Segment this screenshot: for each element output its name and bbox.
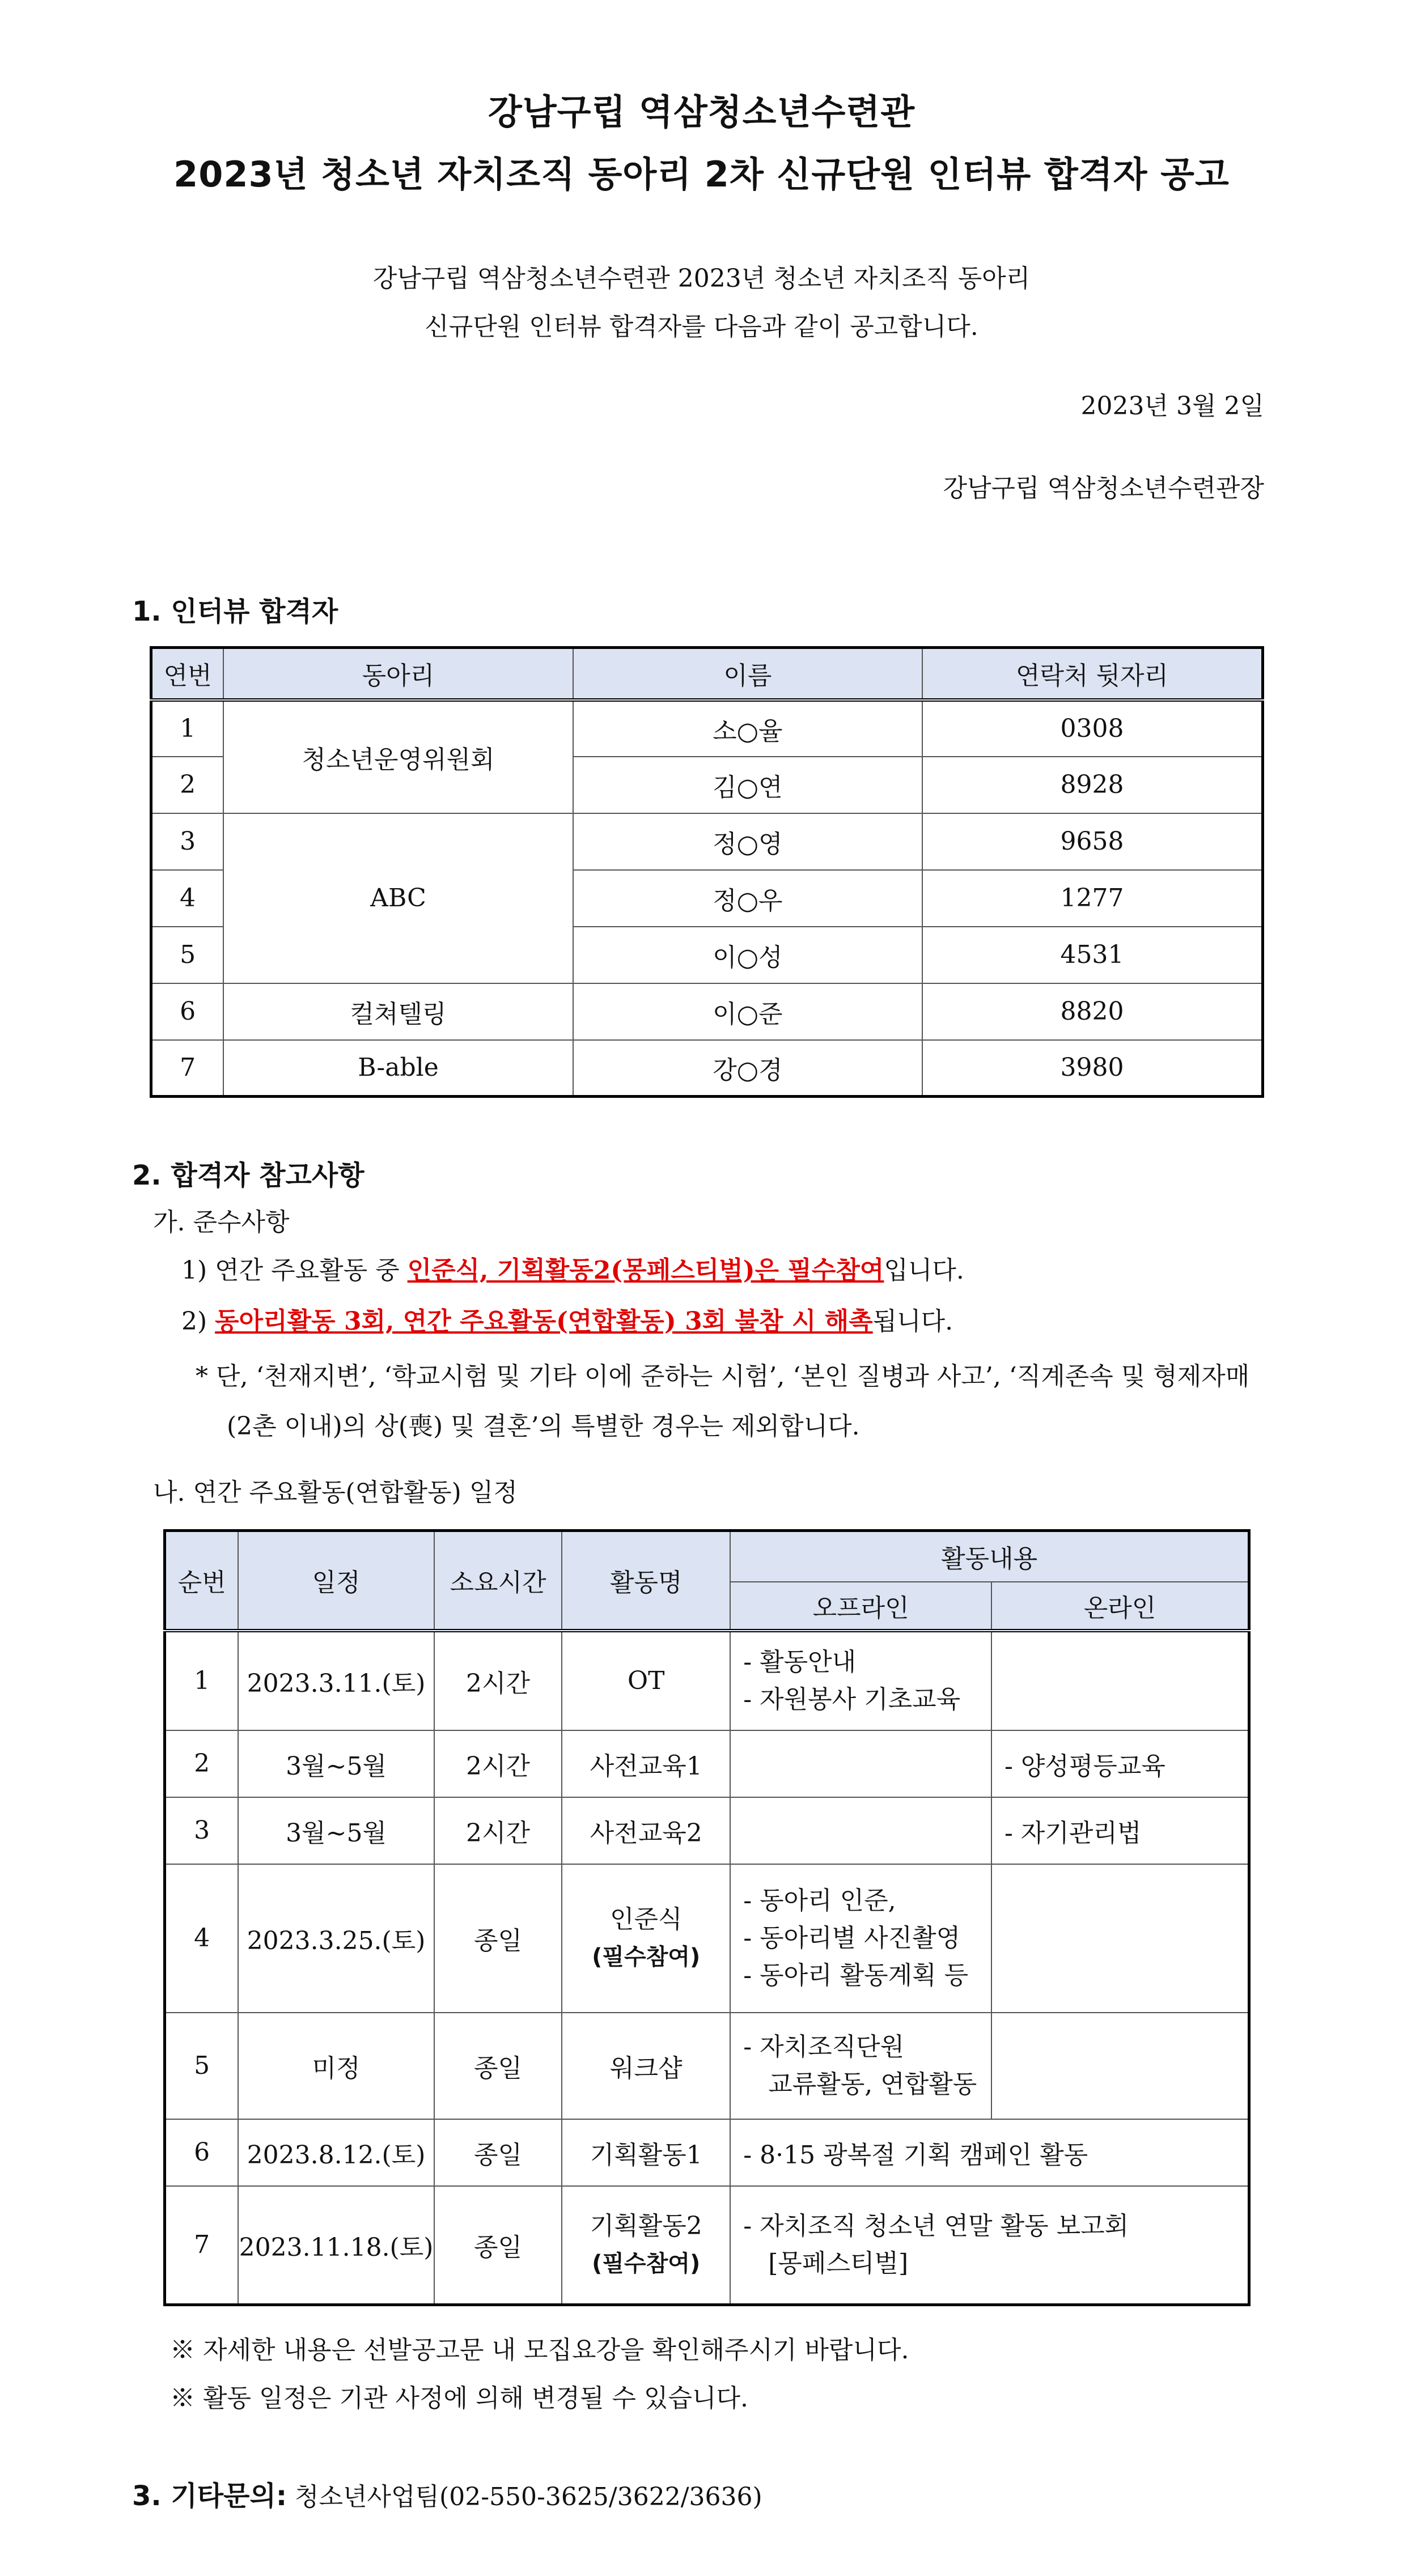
table-row: 5 이○성 4531 (151, 927, 1263, 983)
issuer: 강남구립 역삼청소년수련관장 (943, 474, 1264, 503)
header-no: 순번 (165, 1531, 239, 1631)
table-row: 1 2023.3.11.(토) 2시간 OT - 활동안내 - 자원봉사 기초교육 (165, 1631, 1249, 1730)
table-row: 4 정○우 1277 (151, 870, 1263, 927)
subsection-schedule: 나. 연간 주요활동(연합활동) 일정 (153, 1478, 518, 1507)
header-date: 일정 (238, 1531, 434, 1631)
club-cell: ABC (223, 813, 573, 983)
header-phone: 연락처 뒷자리 (922, 648, 1263, 700)
interview-pass-table (150, 646, 1264, 1098)
table-row: 4 2023.3.25.(토) 종일 인준식 (필수참여) - 동아리 인준, - 동아리별 사진촬영 - 동아리 활동계획 등 (165, 1864, 1249, 2013)
required-highlight: 필수참여 (787, 1256, 884, 1285)
table-row: 3 3월~5월 2시간 사전교육2 - 자기관리법 (165, 1797, 1249, 1864)
table-row: 6 2023.8.12.(토) 종일 기획활동1 - 8·15 광복절 기획 캠페인 활동 (165, 2119, 1249, 2186)
table-row: 7 2023.11.18.(토) 종일 기획활동2 (필수참여) - 자치조직 청소년 연말 활동 보고회 [몽페스티벌] (165, 2186, 1249, 2305)
section-3-heading: 3. 기타문의: 청소년사업팀(02-550-3625/3622/3636) (132, 2480, 762, 2512)
table-row: 6 컬쳐텔링 이○준 8820 (151, 983, 1263, 1040)
exception-note: * 단, ‘천재지변’, ‘학교시험 및 기타 이에 준하는 시험’, ‘본인 질병과 사고’, ‘직계존속 및 형제자매 (2촌 이내)의 상(喪) 및 결혼’의 특별한 경우는 제외합니다. (196, 1362, 1250, 1441)
header-no: 연번 (151, 648, 224, 700)
required-tag: (필수참여) (592, 1943, 701, 1970)
required-highlight: 인준식, 기획활동2(몽페스티벌) (407, 1256, 755, 1285)
club-cell: B-able (223, 1040, 573, 1097)
subsection-rules: 가. 준수사항 (153, 1208, 290, 1237)
table-row: 3 ABC 정○영 9658 (151, 813, 1263, 870)
club-cell: 컬쳐텔링 (223, 983, 573, 1040)
table-row: 5 미정 종일 워크샵 - 자치조직단원 교류활동, 연합활동 (165, 2013, 1249, 2119)
club-cell: 청소년운영위원회 (223, 700, 573, 813)
section-1-heading: 1. 인터뷰 합격자 (132, 596, 338, 627)
document-subtitle: 2023년 청소년 자치조직 동아리 2차 신규단원 인터뷰 합격자 공고 (173, 154, 1230, 195)
table-row: 2 김○연 8928 (151, 757, 1263, 813)
schedule-table (163, 1529, 1251, 2306)
footnote-2: ※ 활동 일정은 기관 사정에 의해 변경될 수 있습니다. (170, 2384, 748, 2413)
required-tag: (필수참여) (592, 2250, 701, 2277)
rule-item-1: 1) 연간 주요활동 중 인준식, 기획활동2(몽페스티벌)은 필수참여입니다. (181, 1256, 964, 1285)
header-duration: 소요시간 (434, 1531, 562, 1631)
footnote-1: ※ 자세한 내용은 선발공고문 내 모집요강을 확인해주시기 바랍니다. (170, 2336, 909, 2365)
contact-info: 청소년사업팀(02-550-3625/3622/3636) (295, 2482, 762, 2511)
table-row: 7 B-able 강○경 3980 (151, 1040, 1263, 1097)
section-2-heading: 2. 합격자 참고사항 (132, 1160, 364, 1191)
header-online: 온라인 (991, 1582, 1249, 1631)
header-content: 활동내용 (730, 1531, 1249, 1582)
dismissal-highlight: 동아리활동 3회, 연간 주요활동(연합활동) 3회 불참 시 해촉 (215, 1307, 873, 1336)
header-offline: 오프라인 (730, 1582, 991, 1631)
table-row: 1 청소년운영위원회 소○율 0308 (151, 700, 1263, 757)
header-activity: 활동명 (562, 1531, 730, 1631)
announcement-date: 2023년 3월 2일 (1080, 392, 1264, 421)
rule-item-2: 2) 동아리활동 3회, 연간 주요활동(연합활동) 3회 불참 시 해촉됩니다. (181, 1307, 953, 1336)
header-name: 이름 (573, 648, 922, 700)
header-club: 동아리 (223, 648, 573, 700)
table-row: 2 3월~5월 2시간 사전교육1 - 양성평등교육 (165, 1730, 1249, 1797)
intro-line-2: 신규단원 인터뷰 합격자를 다음과 같이 공고합니다. (425, 312, 978, 341)
document-title: 강남구립 역삼청소년수련관 (488, 91, 915, 133)
intro-line-1: 강남구립 역삼청소년수련관 2023년 청소년 자치조직 동아리 (372, 264, 1031, 293)
